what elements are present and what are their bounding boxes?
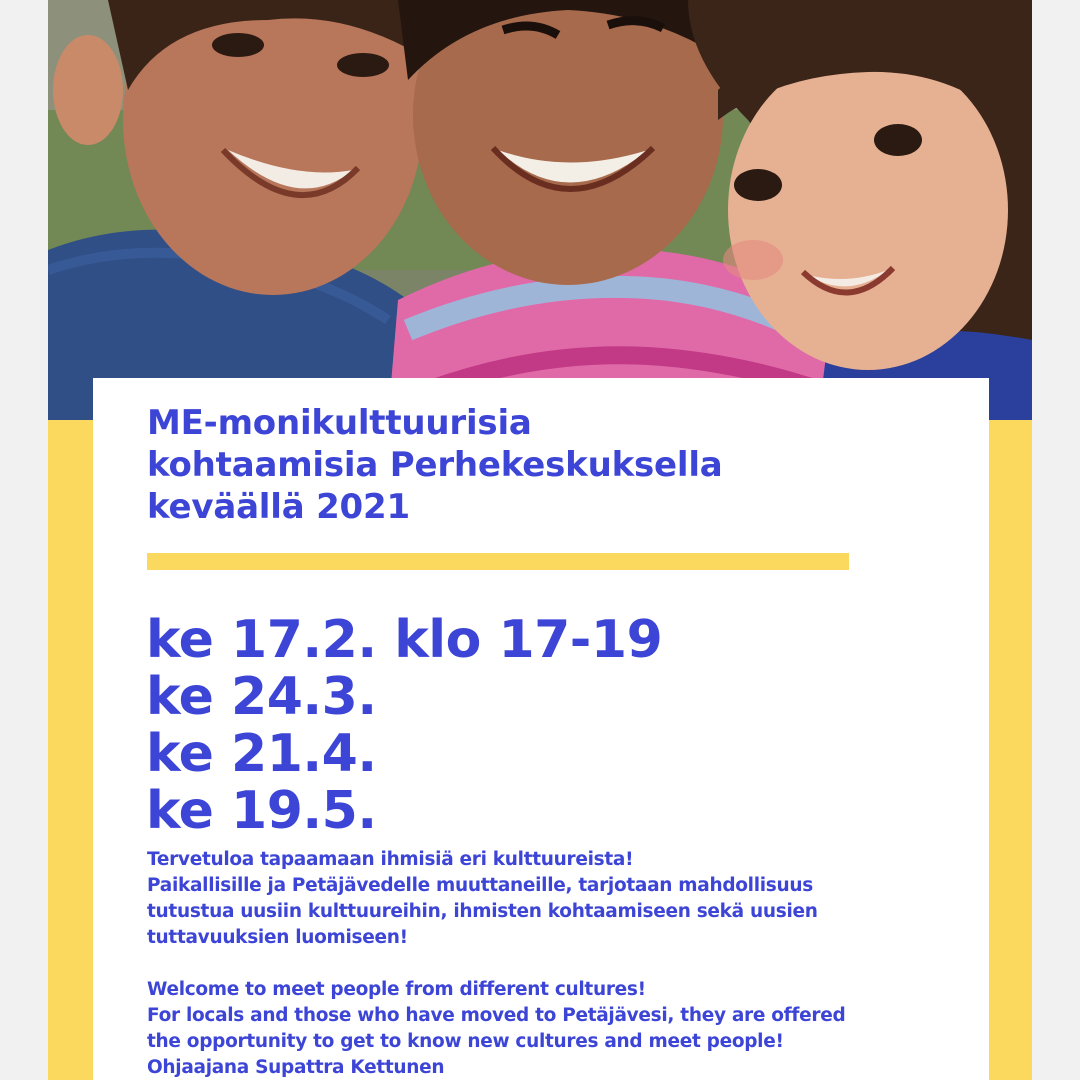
event-date: ke 21.4. xyxy=(146,724,377,784)
english-text-line: Welcome to meet people from different cultures! xyxy=(147,979,646,1000)
event-date: ke 24.3. xyxy=(146,667,377,727)
event-date: ke 19.5. xyxy=(146,781,377,841)
title-line: keväällä 2021 xyxy=(147,487,410,527)
yellow-divider xyxy=(147,553,849,570)
description xyxy=(147,847,907,1080)
finnish-text-line: tuttavuuksien luomiseen! xyxy=(147,927,408,948)
english-text-line: For locals and those who have moved to Petäjävesi, they are offered xyxy=(147,1005,846,1026)
poster-title xyxy=(147,402,907,528)
left-margin xyxy=(0,0,48,1080)
finnish-text-line: Paikallisille ja Petäjävedelle muuttaneille, tarjotaan mahdollisuus xyxy=(147,875,813,896)
event-date: ke 17.2. klo 17-19 xyxy=(146,610,663,670)
title-line: ME-monikulttuurisia xyxy=(147,403,532,443)
english-text-line: Ohjaajana Supattra Kettunen xyxy=(147,1057,445,1078)
english-text-line: the opportunity to get to know new cultures and meet people! xyxy=(147,1031,784,1052)
finnish-text-line: tutustua uusiin kulttuureihin, ihmisten kohtaamiseen sekä uusien xyxy=(147,901,818,922)
title-line: kohtaamisia Perhekeskuksella xyxy=(147,445,723,485)
children-photo xyxy=(48,0,1032,420)
event-dates xyxy=(146,612,946,840)
paragraph-gap xyxy=(147,951,907,977)
right-margin xyxy=(1032,0,1080,1080)
finnish-text-line: Tervetuloa tapaamaan ihmisiä eri kulttuureista! xyxy=(147,849,634,870)
